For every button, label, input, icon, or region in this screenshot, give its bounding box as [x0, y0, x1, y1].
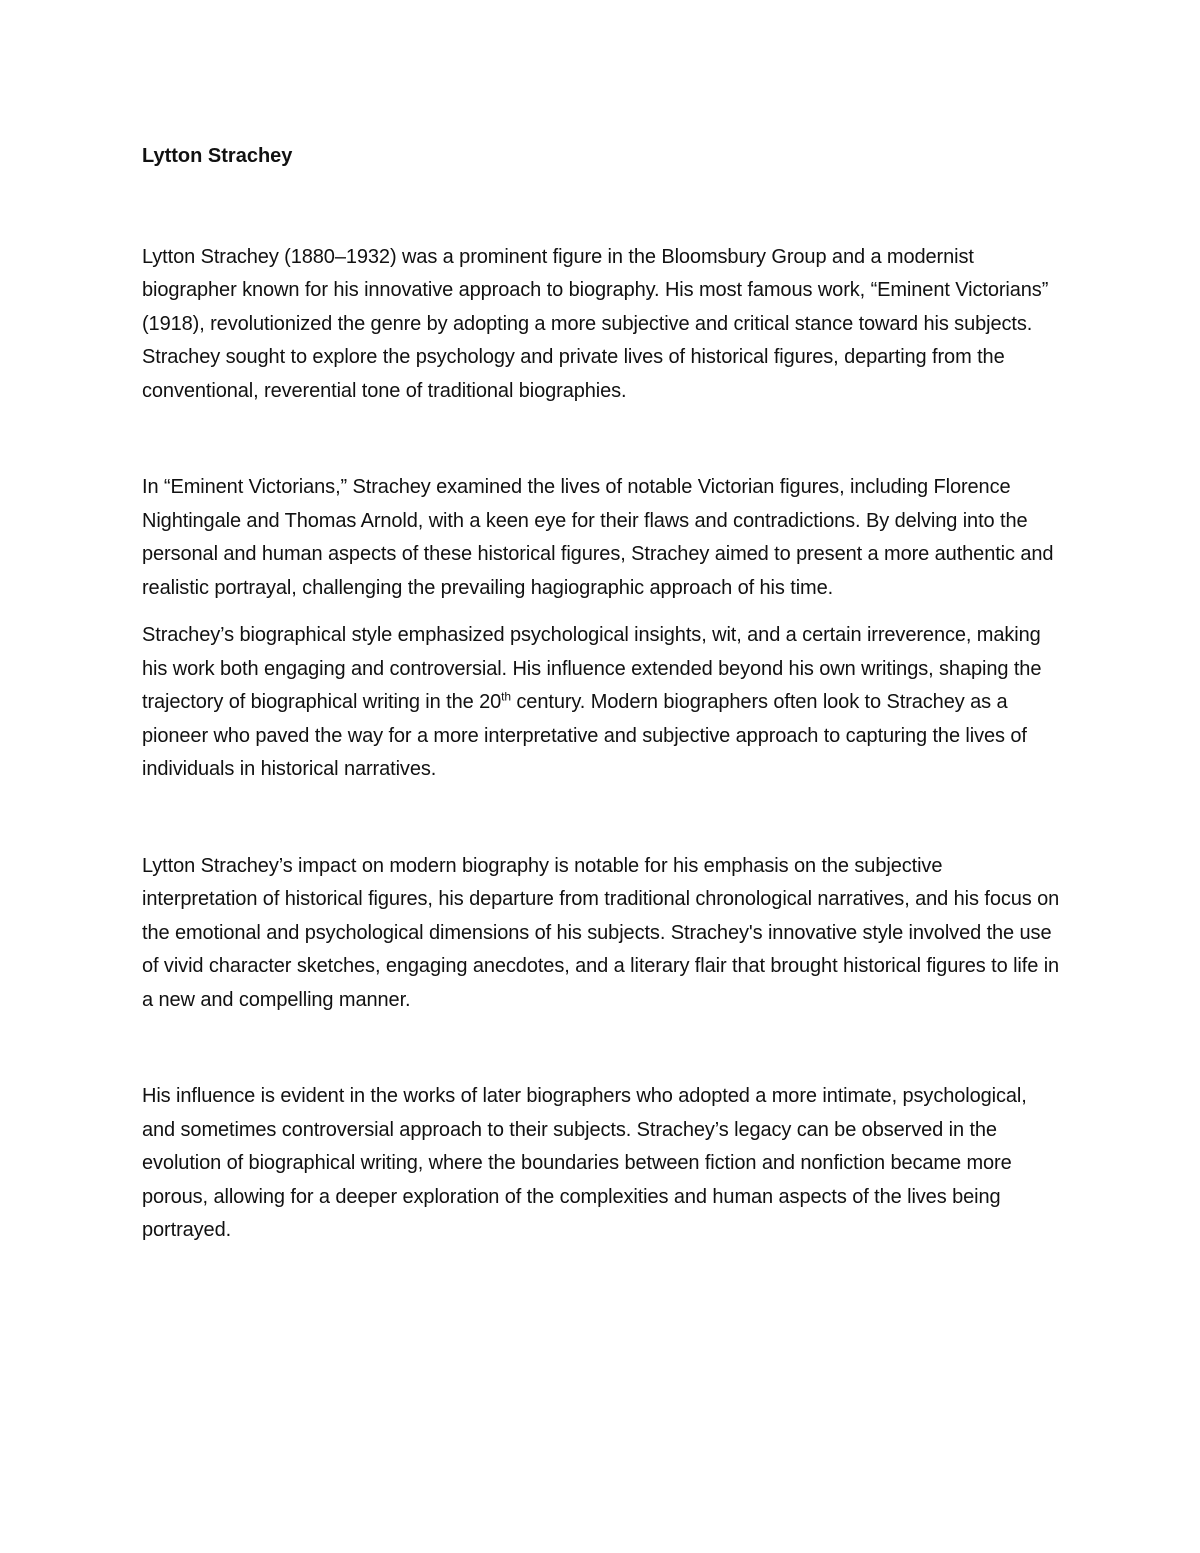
paragraph-biographical-style [142, 619, 1062, 787]
paragraph-impact: Lytton Strachey’s impact on modern biography is notable for his emphasis on the subjective interpretation of historical figures, his departure from traditional chronological narratives, and his focus on the emotional and psychological dimensions of his subjects. Strachey's innovative style involved the use of vivid character sketches, engaging anecdotes, and a literary flair that brought historical figures to life in a new and compelling manner. [142, 854, 1060, 1011]
paragraph-eminent-victorians: In “Eminent Victorians,” Strachey examined the lives of notable Victorian figures, including Florence Nightingale and Thomas Arnold, with a keen eye for their flaws and contradictions. By delving into the personal and human aspects of these historical figures, Strachey aimed to present a more authentic and realistic portrayal, challenging the prevailing hagiographic approach of his time. [142, 476, 1054, 599]
paragraph-intro: Lytton Strachey (1880–1932) was a prominent figure in the Bloomsbury Group and a modernist biographer known for his innovative approach to biography. His most famous work, “Eminent Victorians” (1918), revolutionized the genre by adopting a more subjective and critical stance toward his subjects. Strachey sought to explore the psychology and private lives of historical figures, departing from the conventional, reverential tone of traditional biographies. [142, 245, 1049, 402]
paragraph-biographical-style-part-1: Strachey’s biographical style emphasized psychological insights, wit, and a certain irreverence, making his work both engaging and controversial. His influence extended beyond his own writings, shaping the trajectory of biographical writing in the 20 [142, 624, 1042, 713]
paragraph-influence-legacy: His influence is evident in the works of later biographers who adopted a more intimate, psychological, and sometimes controversial approach to their subjects. Strachey’s legacy can be observed in the evolution of biographical writing, where the boundaries between fiction and nonfiction became more porous, allowing for a deeper exploration of the complexities and human aspects of the lives being portrayed. [142, 1085, 1027, 1241]
document-body [142, 140, 1062, 1248]
paragraph-biographical-style-part-2: century. Modern biographers often look to Strachey as a pioneer who paved the way for a more interpretative and subjective approach to capturing the lives of individuals in historical narratives. [142, 691, 1027, 780]
document-title: Lytton Strachey [142, 145, 293, 167]
ordinal-superscript: th [501, 689, 511, 704]
